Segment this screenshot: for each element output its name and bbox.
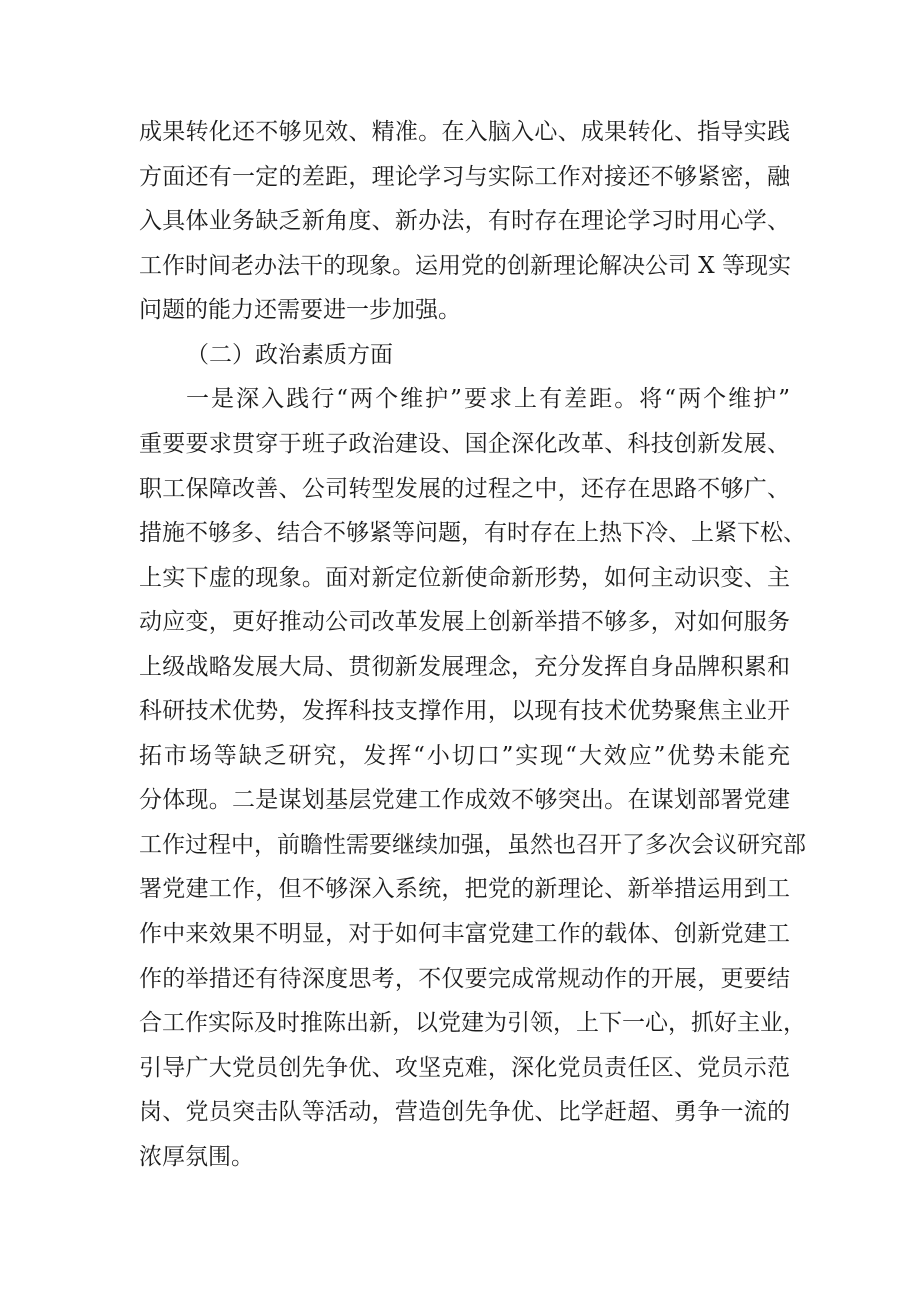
paragraph-line: 拓市场等缺乏研究，发挥“小切口”实现“大效应”优势未能充 — [139, 743, 790, 769]
paragraph-line: 岗、党员突击队等活动，营造创先争优、比学赶超、勇争一流的 — [139, 1099, 790, 1125]
paragraph-line: 措施不够多、结合不够紧等问题，有时存在上热下冷、上紧下松、 — [139, 520, 806, 546]
paragraph-line: 作中来效果不明显，对于如何丰富党建工作的载体、创新党建工 — [139, 921, 790, 947]
paragraph-line: 方面还有一定的差距，理论学习与实际工作对接还不够紧密，融 — [139, 164, 790, 190]
section-heading: （二）政治素质方面 — [186, 342, 393, 368]
paragraph-line: 成果转化还不够见效、精准。在入脑入心、成果转化、指导实践 — [139, 119, 790, 145]
paragraph-line: 入具体业务缺乏新角度、新办法，有时存在理论学习时用心学、 — [139, 208, 790, 234]
paragraph-line: 署党建工作，但不够深入系统，把党的新理论、新举措运用到工 — [139, 876, 790, 902]
paragraph-line: 作的举措还有待深度思考，不仅要完成常规动作的开展，更要结 — [139, 966, 790, 992]
paragraph-line: 工作过程中，前瞻性需要继续加强，虽然也召开了多次会议研究部 — [139, 832, 806, 858]
paragraph-line: 职工保障改善、公司转型发展的过程之中，还存在思路不够广、 — [139, 476, 790, 502]
paragraph-line: 重要要求贯穿于班子政治建设、国企深化改革、科技创新发展、 — [139, 431, 790, 457]
paragraph-line: 工作时间老办法干的现象。运用党的创新理论解决公司 X 等现实 — [139, 253, 791, 279]
paragraph-line: 上级战略发展大局、贯彻新发展理念，充分发挥自身品牌积累和 — [139, 654, 790, 680]
paragraph-line: 科研技术优势，发挥科技支撑作用，以现有技术优势聚焦主业开 — [139, 698, 790, 724]
paragraph-line: 分体现。二是谋划基层党建工作成效不够突出。在谋划部署党建 — [139, 787, 790, 813]
paragraph-line: 一是深入践行“两个维护”要求上有差距。将“两个维护” — [186, 386, 790, 412]
paragraph-line: 问题的能力还需要进一步加强。 — [139, 297, 461, 323]
paragraph-line: 合工作实际及时推陈出新，以党建为引领，上下一心，抓好主业， — [139, 1010, 806, 1036]
paragraph-line: 引导广大党员创先争优、攻坚克难，深化党员责任区、党员示范 — [139, 1055, 790, 1081]
paragraph-line: 上实下虚的现象。面对新定位新使命新形势，如何主动识变、主 — [139, 565, 790, 591]
paragraph-line: 动应变，更好推动公司改革发展上创新举措不够多，对如何服务 — [139, 609, 790, 635]
paragraph-line: 浓厚氛围。 — [139, 1144, 254, 1170]
